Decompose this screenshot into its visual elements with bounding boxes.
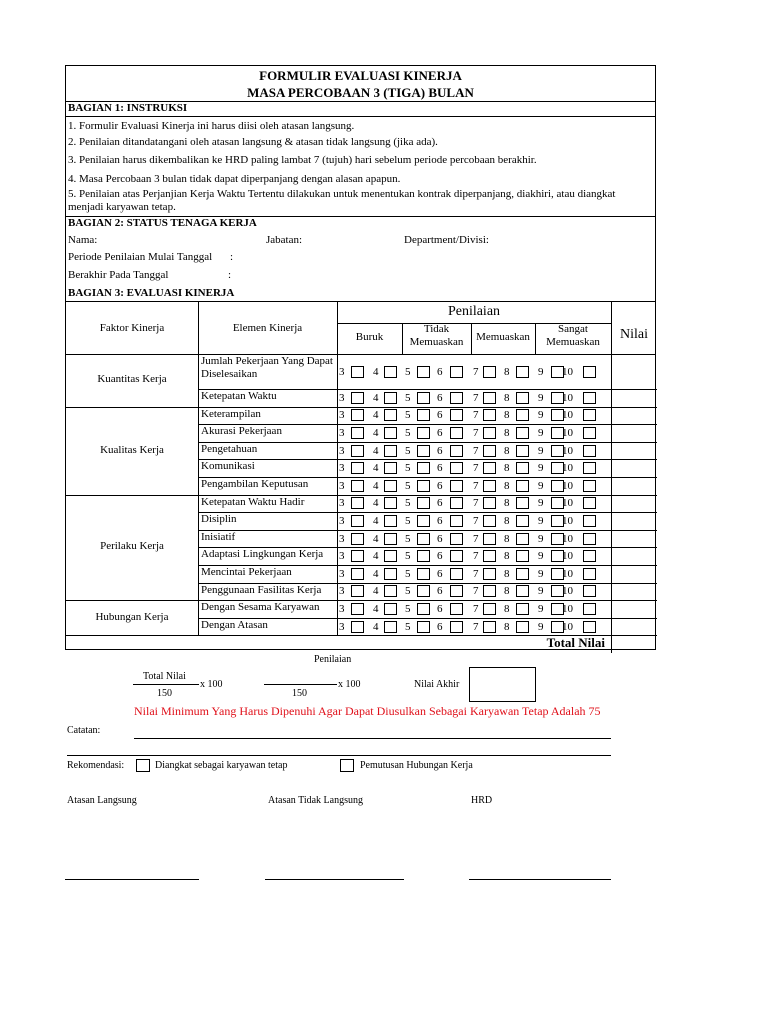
elemen-label: Pengambilan Keputusan: [201, 478, 309, 490]
score-checkbox[interactable]: [417, 568, 430, 580]
section2-heading: BAGIAN 2: STATUS TENAGA KERJA: [68, 217, 257, 229]
score-label: 3: [339, 497, 345, 510]
score-label: 5: [405, 550, 411, 563]
score-label: 7: [473, 391, 479, 404]
score-label: 8: [504, 497, 510, 510]
sign-atasan-langsung: Atasan Langsung: [67, 795, 137, 806]
colon-2: :: [228, 269, 232, 281]
score-checkbox[interactable]: [417, 445, 430, 457]
score-checkbox[interactable]: [417, 585, 430, 597]
instruction-1: 1. Formulir Evaluasi Kinerja ini harus diisi oleh atasan langsung.: [68, 120, 355, 132]
score-label: 7: [473, 550, 479, 563]
score-label: 6: [437, 462, 443, 475]
score-label: 3: [339, 462, 345, 475]
score-label: 7: [473, 365, 479, 378]
score-checkbox[interactable]: [583, 585, 596, 597]
score-label: 10: [562, 497, 573, 510]
score-checkbox[interactable]: [516, 533, 529, 545]
section3-heading: BAGIAN 3: EVALUASI KINERJA: [68, 287, 235, 299]
score-label: 9: [538, 567, 544, 580]
score-label: 10: [562, 462, 573, 475]
score-label: 5: [405, 515, 411, 527]
score-label: 6: [437, 427, 443, 439]
score-label: 3: [339, 365, 345, 378]
score-checkbox[interactable]: [450, 409, 463, 421]
score-checkbox[interactable]: [417, 497, 430, 509]
score-label: 5: [405, 620, 411, 633]
score-checkbox[interactable]: [450, 392, 463, 404]
elemen-label: Akurasi Pekerjaan: [201, 425, 282, 438]
score-checkbox[interactable]: [450, 366, 463, 378]
score-label: 5: [405, 567, 411, 580]
score-label: 6: [437, 567, 443, 580]
score-label: 6: [437, 444, 443, 457]
score-label: 8: [504, 567, 510, 580]
catatan-label: Catatan:: [67, 725, 101, 736]
score-checkbox[interactable]: [351, 462, 364, 474]
score-label: 10: [562, 585, 573, 598]
elemen-header: Elemen Kinerja: [232, 322, 303, 334]
score-label: 8: [504, 515, 510, 527]
score-label: 9: [538, 479, 544, 492]
score-checkbox[interactable]: [483, 568, 496, 580]
section1-heading: BAGIAN 1: INSTRUKSI: [68, 102, 188, 114]
score-label: 9: [538, 515, 544, 527]
score-checkbox[interactable]: [483, 409, 496, 421]
label-departemen: Department/Divisi:: [404, 234, 489, 246]
score-label: 5: [405, 462, 411, 475]
formula-total-nilai: Total Nilai: [143, 671, 186, 682]
score-label: 9: [538, 620, 544, 633]
score-label: 10: [562, 603, 573, 615]
formula-denominator-1: 150: [157, 688, 172, 699]
score-label: 5: [405, 603, 411, 615]
faktor-label: Kualitas Kerja: [100, 443, 164, 456]
catatan-line-1[interactable]: [134, 738, 611, 739]
score-checkbox[interactable]: [516, 603, 529, 615]
score-label: 9: [538, 497, 544, 510]
minimum-score-note: Nilai Minimum Yang Harus Dipenuhi Agar Dapat Diusulkan Sebagai Karyawan Tetap Adalah 75: [134, 704, 601, 718]
score-checkbox[interactable]: [450, 462, 463, 474]
score-label: 4: [373, 585, 379, 598]
option-phk-checkbox[interactable]: [340, 759, 354, 772]
score-label: 6: [437, 409, 443, 422]
score-label: 9: [538, 365, 544, 378]
score-checkbox[interactable]: [417, 515, 430, 527]
score-checkbox[interactable]: [351, 568, 364, 580]
label-nama: Nama:: [68, 234, 98, 246]
score-checkbox[interactable]: [583, 550, 596, 562]
score-checkbox[interactable]: [384, 497, 397, 509]
score-label: 3: [339, 620, 345, 633]
score-label: 9: [538, 444, 544, 457]
score-checkbox[interactable]: [483, 392, 496, 404]
score-checkbox[interactable]: [516, 585, 529, 597]
nilai-akhir-label: Nilai Akhir: [414, 679, 460, 690]
score-checkbox[interactable]: [516, 621, 529, 633]
instruction-2: 2. Penilaian ditandatangani oleh atasan langsung & atasan tidak langsung (jika ada).: [68, 136, 438, 148]
score-checkbox[interactable]: [583, 497, 596, 509]
score-label: 7: [473, 515, 479, 527]
total-nilai-label: Total Nilai: [546, 635, 605, 651]
score-label: 5: [405, 497, 411, 510]
score-checkbox[interactable]: [583, 621, 596, 633]
score-checkbox[interactable]: [516, 568, 529, 580]
formula-denominator-2: 150: [292, 688, 307, 699]
score-checkbox[interactable]: [516, 462, 529, 474]
signature-line-3[interactable]: [469, 879, 611, 880]
score-checkbox[interactable]: [450, 515, 463, 527]
score-label: 4: [373, 550, 379, 563]
faktor-label: Hubungan Kerja: [95, 610, 169, 623]
faktor-header: Faktor Kinerja: [99, 322, 165, 334]
score-label: 10: [562, 550, 573, 563]
score-checkbox[interactable]: [417, 409, 430, 421]
elemen-label: Keterampilan: [201, 407, 261, 420]
score-checkbox[interactable]: [450, 533, 463, 545]
score-checkbox[interactable]: [450, 480, 463, 492]
score-label: 4: [373, 427, 379, 439]
elemen-label: Disiplin: [201, 513, 237, 526]
score-label: 5: [405, 427, 411, 439]
score-checkbox[interactable]: [483, 480, 496, 492]
score-checkbox[interactable]: [483, 497, 496, 509]
score-label: 6: [437, 479, 443, 492]
scale-header-1: Tidak Memuaskan: [409, 323, 464, 348]
score-checkbox[interactable]: [384, 621, 397, 633]
score-checkbox[interactable]: [483, 621, 496, 633]
score-label: 10: [562, 365, 573, 378]
score-checkbox[interactable]: [583, 409, 596, 421]
score-checkbox[interactable]: [384, 533, 397, 545]
score-checkbox[interactable]: [351, 621, 364, 633]
score-checkbox[interactable]: [417, 366, 430, 378]
evaluation-form: [65, 65, 656, 650]
elemen-label: Mencintai Pekerjaan: [201, 566, 292, 578]
score-checkbox[interactable]: [417, 550, 430, 562]
score-label: 7: [473, 497, 479, 510]
score-label: 10: [562, 567, 573, 580]
catatan-line-2[interactable]: [67, 755, 611, 756]
score-checkbox[interactable]: [384, 462, 397, 474]
form-subtitle: MASA PERCOBAAN 3 (TIGA) BULAN: [247, 85, 474, 100]
score-label: 7: [473, 427, 479, 439]
score-checkbox[interactable]: [351, 409, 364, 421]
score-checkbox[interactable]: [351, 550, 364, 562]
score-label: 3: [339, 409, 345, 422]
signature-line-1[interactable]: [65, 879, 199, 880]
score-checkbox[interactable]: [450, 550, 463, 562]
option-tetap-checkbox[interactable]: [136, 759, 150, 772]
score-checkbox[interactable]: [351, 603, 364, 615]
score-label: 7: [473, 620, 479, 633]
score-checkbox[interactable]: [483, 366, 496, 378]
score-checkbox[interactable]: [516, 427, 529, 439]
faktor-label: Kuantitas Kerja: [97, 373, 167, 386]
score-checkbox[interactable]: [384, 427, 397, 439]
score-checkbox[interactable]: [417, 427, 430, 439]
score-label: 10: [562, 444, 573, 457]
score-label: 10: [562, 620, 573, 633]
score-checkbox[interactable]: [583, 515, 596, 527]
score-label: 10: [562, 391, 573, 404]
score-checkbox[interactable]: [450, 497, 463, 509]
score-checkbox[interactable]: [483, 603, 496, 615]
score-checkbox[interactable]: [450, 445, 463, 457]
score-checkbox[interactable]: [483, 585, 496, 597]
score-checkbox[interactable]: [483, 462, 496, 474]
score-checkbox[interactable]: [384, 585, 397, 597]
score-checkbox[interactable]: [516, 480, 529, 492]
score-label: 8: [504, 479, 510, 492]
elemen-label: Ketepatan Waktu: [201, 390, 277, 402]
score-label: 7: [473, 462, 479, 475]
label-jabatan: Jabatan:: [266, 234, 303, 246]
score-checkbox[interactable]: [417, 480, 430, 492]
elemen-label: Inisiatif: [201, 530, 236, 543]
score-checkbox[interactable]: [583, 445, 596, 457]
score-label: 3: [339, 391, 345, 404]
elemen-label: Komunikasi: [201, 460, 255, 473]
score-label: 3: [339, 479, 345, 492]
signature-line-2[interactable]: [265, 879, 404, 880]
score-label: 8: [504, 427, 510, 439]
score-label: 6: [437, 532, 443, 545]
score-label: 6: [437, 550, 443, 563]
score-checkbox[interactable]: [351, 480, 364, 492]
penilaian-header: Penilaian: [447, 304, 501, 319]
score-label: 8: [504, 462, 510, 475]
score-checkbox[interactable]: [417, 621, 430, 633]
nilai-header: Nilai: [620, 327, 648, 342]
score-checkbox[interactable]: [384, 445, 397, 457]
score-checkbox[interactable]: [351, 392, 364, 404]
score-label: 8: [504, 603, 510, 615]
score-checkbox[interactable]: [450, 568, 463, 580]
elemen-label: Jumlah Pekerjaan Yang Dapat Diselesaikan: [201, 355, 333, 380]
score-checkbox[interactable]: [384, 550, 397, 562]
form-title: FORMULIR EVALUASI KINERJA: [259, 68, 462, 83]
score-checkbox[interactable]: [351, 366, 364, 378]
score-label: 3: [339, 567, 345, 580]
score-label: 6: [437, 497, 443, 510]
score-label: 10: [562, 515, 573, 527]
score-checkbox[interactable]: [583, 366, 596, 378]
elemen-label: Dengan Atasan: [201, 618, 268, 631]
score-checkbox[interactable]: [384, 480, 397, 492]
score-label: 8: [504, 444, 510, 457]
score-label: 6: [437, 391, 443, 404]
scale-header-3: Sangat Memuaskan: [546, 323, 600, 348]
elemen-label: Penggunaan Fasilitas Kerja: [201, 583, 322, 596]
score-label: 8: [504, 532, 510, 545]
score-label: 3: [339, 532, 345, 545]
score-label: 5: [405, 585, 411, 598]
score-checkbox[interactable]: [516, 497, 529, 509]
score-checkbox[interactable]: [583, 568, 596, 580]
elemen-label: Pengetahuan: [201, 442, 258, 455]
score-label: 3: [339, 444, 345, 457]
formula-penilaian-label: Penilaian: [314, 654, 352, 665]
score-checkbox[interactable]: [450, 427, 463, 439]
score-label: 10: [562, 409, 573, 422]
score-label: 5: [405, 532, 411, 545]
label-berakhir: Berakhir Pada Tanggal: [68, 269, 169, 281]
faktor-label: Perilaku Kerja: [100, 540, 164, 553]
score-label: 4: [373, 365, 379, 378]
instruction-5: 5. Penilaian atas Perjanjian Kerja Waktu Tertentu dilakukan untuk menentukan kontrak diperpanjang, diakhiri, atau diangkat menjadi karyawan tetap.: [68, 188, 616, 213]
score-label: 4: [373, 497, 379, 510]
score-label: 8: [504, 391, 510, 404]
score-label: 9: [538, 585, 544, 598]
score-label: 5: [405, 479, 411, 492]
score-label: 4: [373, 567, 379, 580]
score-label: 9: [538, 409, 544, 422]
score-label: 4: [373, 462, 379, 475]
score-checkbox[interactable]: [516, 515, 529, 527]
score-checkbox[interactable]: [351, 427, 364, 439]
instruction-3: 3. Penilaian harus dikembalikan ke HRD paling lambat 7 (tujuh) hari sebelum periode percobaan berakhir.: [68, 154, 537, 166]
score-checkbox[interactable]: [583, 603, 596, 615]
score-checkbox[interactable]: [417, 533, 430, 545]
score-label: 10: [562, 427, 573, 439]
score-checkbox[interactable]: [483, 515, 496, 527]
score-checkbox[interactable]: [351, 515, 364, 527]
score-label: 5: [405, 444, 411, 457]
elemen-label: Dengan Sesama Karyawan: [201, 601, 320, 614]
score-label: 4: [373, 515, 379, 527]
score-label: 6: [437, 585, 443, 598]
nilai-akhir-box[interactable]: [469, 667, 536, 702]
score-label: 6: [437, 620, 443, 633]
score-checkbox[interactable]: [417, 603, 430, 615]
score-checkbox[interactable]: [351, 533, 364, 545]
score-checkbox[interactable]: [384, 603, 397, 615]
score-checkbox[interactable]: [516, 366, 529, 378]
score-checkbox[interactable]: [583, 462, 596, 474]
score-checkbox[interactable]: [384, 366, 397, 378]
score-checkbox[interactable]: [516, 409, 529, 421]
score-checkbox[interactable]: [516, 550, 529, 562]
score-checkbox[interactable]: [351, 497, 364, 509]
score-checkbox[interactable]: [417, 392, 430, 404]
score-label: 9: [538, 550, 544, 563]
score-label: 8: [504, 365, 510, 378]
score-label: 9: [538, 427, 544, 439]
score-checkbox[interactable]: [583, 533, 596, 545]
score-label: 8: [504, 409, 510, 422]
score-label: 9: [538, 603, 544, 615]
option-tetap-label: Diangkat sebagai karyawan tetap: [155, 760, 288, 771]
score-label: 4: [373, 620, 379, 633]
score-checkbox[interactable]: [516, 445, 529, 457]
score-checkbox[interactable]: [351, 445, 364, 457]
score-checkbox[interactable]: [384, 392, 397, 404]
label-periode-mulai: Periode Penilaian Mulai Tanggal: [68, 251, 213, 263]
score-checkbox[interactable]: [583, 392, 596, 404]
score-checkbox[interactable]: [384, 568, 397, 580]
score-label: 10: [562, 532, 573, 545]
rekomendasi-label: Rekomendasi:: [67, 760, 125, 771]
score-label: 3: [339, 585, 345, 598]
scale-header-0: Buruk: [355, 331, 384, 343]
score-label: 10: [562, 479, 573, 492]
score-label: 8: [504, 550, 510, 563]
sign-hrd: HRD: [471, 795, 493, 806]
score-checkbox[interactable]: [483, 550, 496, 562]
score-checkbox[interactable]: [516, 392, 529, 404]
score-label: 6: [437, 365, 443, 378]
score-label: 7: [473, 585, 479, 598]
score-checkbox[interactable]: [483, 445, 496, 457]
score-label: 7: [473, 444, 479, 457]
score-checkbox[interactable]: [384, 515, 397, 527]
score-label: 3: [339, 550, 345, 563]
score-label: 5: [405, 391, 411, 404]
score-checkbox[interactable]: [583, 480, 596, 492]
score-label: 4: [373, 532, 379, 545]
score-label: 3: [339, 427, 345, 439]
instruction-4: 4. Masa Percobaan 3 bulan tidak dapat diperpanjang dengan alasan apapun.: [68, 173, 401, 185]
score-label: 7: [473, 479, 479, 492]
score-label: 4: [373, 603, 379, 615]
score-label: 5: [405, 409, 411, 422]
score-label: 7: [473, 567, 479, 580]
score-checkbox[interactable]: [450, 585, 463, 597]
score-label: 3: [339, 515, 345, 527]
score-checkbox[interactable]: [351, 585, 364, 597]
score-label: 6: [437, 603, 443, 615]
colon-1: :: [230, 251, 234, 263]
score-label: 7: [473, 603, 479, 615]
score-checkbox[interactable]: [483, 427, 496, 439]
formula-times-1: x 100: [200, 679, 223, 690]
score-label: 9: [538, 391, 544, 404]
score-checkbox[interactable]: [417, 462, 430, 474]
score-label: 4: [373, 444, 379, 457]
score-label: 6: [437, 515, 443, 527]
score-checkbox[interactable]: [483, 533, 496, 545]
score-label: 4: [373, 409, 379, 422]
formula-times-2: x 100: [338, 679, 361, 690]
score-label: 5: [405, 365, 411, 378]
score-label: 8: [504, 585, 510, 598]
sign-atasan-tidak-langsung: Atasan Tidak Langsung: [268, 795, 363, 806]
score-label: 8: [504, 620, 510, 633]
score-checkbox[interactable]: [384, 409, 397, 421]
score-label: 9: [538, 532, 544, 545]
score-checkbox[interactable]: [583, 427, 596, 439]
scale-header-2: Memuaskan: [476, 331, 530, 343]
score-label: 3: [339, 603, 345, 615]
score-label: 7: [473, 409, 479, 422]
score-label: 9: [538, 462, 544, 475]
score-label: 4: [373, 479, 379, 492]
score-label: 4: [373, 391, 379, 404]
score-checkbox[interactable]: [450, 621, 463, 633]
elemen-label: Adaptasi Lingkungan Kerja: [201, 548, 324, 561]
score-label: 7: [473, 532, 479, 545]
option-phk-label: Pemutusan Hubungan Kerja: [360, 760, 473, 771]
elemen-label: Ketepatan Waktu Hadir: [201, 495, 305, 508]
score-checkbox[interactable]: [450, 603, 463, 615]
